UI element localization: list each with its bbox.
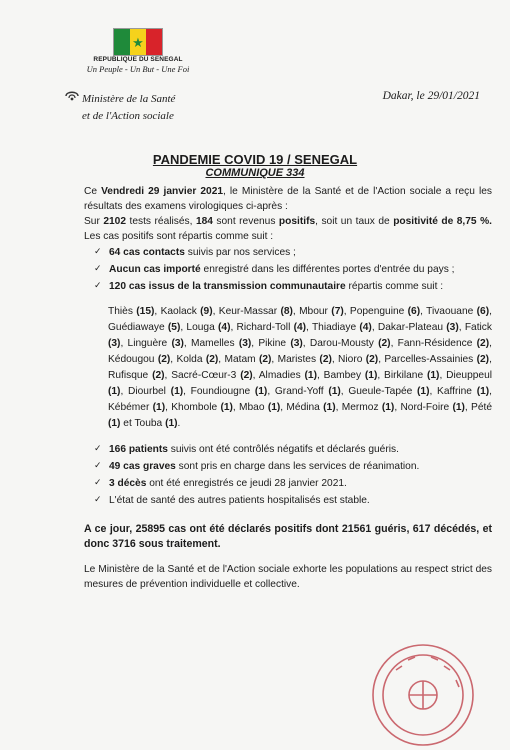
intro-day: Vendredi 29 janvier 2021 <box>101 186 224 197</box>
region-name: Kaffrine <box>437 386 472 397</box>
list-item <box>94 262 492 277</box>
region-entry <box>278 354 332 365</box>
communique-number: COMMUNIQUE 334 <box>205 167 305 179</box>
region-count: (2) <box>157 354 171 365</box>
region-name: Diourbel <box>128 386 166 397</box>
region-entry <box>186 322 230 333</box>
region-name: Maristes <box>277 354 317 365</box>
region-name: Birkilane <box>384 370 424 381</box>
region-entry <box>348 386 429 397</box>
bullet-text: L'état de santé des autres patients hospitalisés est stable. <box>109 495 370 506</box>
region-count: (1) <box>452 402 465 413</box>
bullet-text: enregistré dans les différentes portes d'entrée du pays ; <box>200 264 455 275</box>
cumulative-summary: A ce jour, 25895 cas ont été déclarés positifs dont 21561 guéris, 617 décédés, et donc 3716 sous traitement. <box>84 523 492 550</box>
region-entry <box>324 370 378 381</box>
region-name: Mamelles <box>190 338 235 349</box>
list-item <box>94 245 492 260</box>
region-name: Fann-Résidence <box>397 338 473 349</box>
intro-text: Ce <box>84 186 102 197</box>
region-count: (2) <box>240 370 253 381</box>
tests-count: 2102 <box>103 216 127 227</box>
region-count: (1) <box>426 370 440 381</box>
region-name: Richard-Toll <box>236 322 291 333</box>
region-entry <box>171 402 233 413</box>
region-entry <box>191 386 268 397</box>
region-entry <box>400 402 464 413</box>
intro-paragraph <box>84 184 492 244</box>
region-count: (4) <box>359 322 372 333</box>
region-name: Dakar-Plateau <box>377 322 444 333</box>
region-entry <box>191 338 251 349</box>
region-entry <box>350 306 420 317</box>
region-entry <box>108 354 170 365</box>
list-item <box>94 279 492 294</box>
region-count: (2) <box>319 354 332 365</box>
ministry-name <box>82 91 175 125</box>
region-entry <box>108 402 165 413</box>
region-count: (5) <box>167 322 181 333</box>
region-entry <box>161 306 213 317</box>
list-item <box>94 493 492 508</box>
region-entry <box>258 338 302 349</box>
region-name: Louga <box>186 322 215 333</box>
region-entry <box>398 338 489 349</box>
region-count: (1) <box>304 370 317 381</box>
bullet-bold: Aucun cas importé <box>109 264 201 275</box>
region-name: Thiadiaye <box>311 322 357 333</box>
region-entry <box>239 402 280 413</box>
region-name: Nioro <box>338 354 363 365</box>
region-count: (1) <box>417 386 430 397</box>
official-stamp-icon <box>368 640 478 750</box>
region-name: Touba <box>134 418 163 429</box>
region-name: Kébémer <box>108 402 150 413</box>
region-name: Keur-Massar <box>218 306 278 317</box>
region-count: (2) <box>152 370 165 381</box>
region-count: (1) <box>108 418 121 429</box>
region-count: (1) <box>152 402 166 413</box>
region-entry <box>134 418 177 429</box>
ministry-line-2: et de l'Action sociale <box>82 110 174 122</box>
bullet-text: suivis par nos services ; <box>184 247 296 258</box>
region-count: (1) <box>170 386 184 397</box>
intro-text: Les cas positifs sont répartis comme suit : <box>84 231 274 242</box>
region-count: (1) <box>328 386 341 397</box>
intro-text: sont revenus <box>212 216 279 227</box>
positivity-rate: positivité de 8,75 %. <box>393 216 492 227</box>
cases-bullet-list <box>94 245 492 294</box>
list-item <box>94 442 492 457</box>
region-name: Matam <box>224 354 256 365</box>
region-entry <box>384 370 439 381</box>
intro-text: tests réalisés, <box>126 216 196 227</box>
region-name: Mermoz <box>341 402 379 413</box>
senegal-flag-icon <box>113 28 163 56</box>
region-entry <box>224 354 271 365</box>
region-entry <box>108 306 154 317</box>
region-name: Sacré-Cœur-3 <box>171 370 237 381</box>
bullet-bold: 3 décès <box>109 478 147 489</box>
region-entry <box>128 338 184 349</box>
region-entry <box>259 370 317 381</box>
region-count: (3) <box>238 338 252 349</box>
bullet-bold: 166 patients <box>109 444 168 455</box>
closing-paragraph: Le Ministère de la Santé et de l'Action sociale exhorte les populations au respect strict des mesures de prévention individuelle et collective. <box>84 564 492 590</box>
region-count: (4) <box>293 322 307 333</box>
region-name: Kédougou <box>108 354 155 365</box>
region-entry <box>176 354 218 365</box>
intro-text: , le Ministère de la Santé et de l'Action sociale a reçu les résultats des examens virologiques ci-après : <box>84 186 492 212</box>
region-count: (1) <box>254 386 268 397</box>
region-name: Parcelles-Assainies <box>384 354 474 365</box>
bullet-text: sont pris en charge dans les services de réanimation. <box>175 461 420 472</box>
region-entry <box>384 354 489 365</box>
region-entry <box>426 306 489 317</box>
region-name: Grand-Yoff <box>274 386 324 397</box>
region-count: (6) <box>476 306 490 317</box>
communique-body <box>84 184 492 592</box>
region-entry <box>275 386 341 397</box>
region-name: Pété <box>471 402 493 413</box>
region-entry <box>338 354 378 365</box>
region-entry <box>312 322 372 333</box>
region-name: Dieuppeul <box>446 370 493 381</box>
region-entry <box>310 338 391 349</box>
region-count: (1) <box>165 418 178 429</box>
region-count: (3) <box>446 322 459 333</box>
region-entry <box>237 322 307 333</box>
region-name: Thiès <box>108 306 133 317</box>
bullet-text: répartis comme suit : <box>345 281 444 292</box>
region-entry <box>108 370 165 381</box>
region-name: Linguère <box>127 338 168 349</box>
region-entry <box>342 402 395 413</box>
region-name: Médina <box>286 402 320 413</box>
intro-text: , soit un taux de <box>315 216 394 227</box>
region-name: Tivaouane <box>426 306 474 317</box>
region-count: (2) <box>258 354 272 365</box>
region-count: (7) <box>331 306 344 317</box>
region-count: (3) <box>108 338 121 349</box>
region-count: (4) <box>218 322 231 333</box>
region-name: Rufisque <box>108 370 149 381</box>
list-item <box>94 459 492 474</box>
region-name: Mbao <box>239 402 265 413</box>
region-name: Darou-Mousty <box>309 338 374 349</box>
region-entry <box>219 306 293 317</box>
national-motto: Un Peuple - Un But - Une Foi <box>86 64 190 74</box>
region-count: (3) <box>290 338 303 349</box>
region-name: Kaolack <box>160 306 197 317</box>
regions-list: Thiès (15), Kaolack (9), Keur-Massar (8), Mbour (7), Popenguine (6), Tivaouane (6), Guédiawaye (5), Louga (4), Richard-Toll (4), Thiadiaye (4), Dakar-Plateau (3), Fatick (3), Linguère (3), Mamelles (3), Pikine (3), Darou-Mousty (2), Fann-Résidence (2), Kédougou (2), Kolda (2), Matam (2), Maristes (2), Nioro (2), Parcelles-Assainies (2), Rufisque (2), Sacré-Cœur-3 (2), Almadies (1), Bambey (1), Birkilane (1), Dieuppeul (1), Diourbel (1), Foundiougne (1), Grand-Yoff (1), Gueule-Tapée (1), Kaffrine (1), Kébémer (1), Khombole (1), Mbao (1), Médina (1), Mermoz (1), Nord-Foire (1), Pété (1) et Touba (1). <box>108 306 493 429</box>
region-name: Popenguine <box>349 306 405 317</box>
region-count: (15) <box>136 306 155 317</box>
region-count: (1) <box>220 402 233 413</box>
ministry-line-1: Ministère de la Santé <box>82 93 176 105</box>
region-name: Mbour <box>299 306 328 317</box>
region-count: (2) <box>205 354 219 365</box>
bullet-text: ont été enregistrés ce jeudi 28 janvier 2021. <box>146 478 347 489</box>
region-name: Bambey <box>323 370 362 381</box>
bullet-bold: 120 cas issus de la transmission communautaire <box>109 281 346 292</box>
bullet-bold: 49 cas graves <box>109 461 176 472</box>
region-name: Pikine <box>258 338 287 349</box>
bullet-bold: 64 cas contacts <box>109 247 185 258</box>
positive-word: positifs <box>278 216 316 227</box>
region-count: (1) <box>267 402 281 413</box>
region-name: Gueule-Tapée <box>348 386 413 397</box>
region-count: (1) <box>323 402 336 413</box>
positive-count: 184 <box>195 216 213 227</box>
bullet-text: suivis ont été contrôlés négatifs et déclarés guéris. <box>167 444 399 455</box>
region-count: (2) <box>476 338 490 349</box>
region-entry <box>171 370 252 381</box>
region-entry <box>286 402 335 413</box>
region-name: Nord-Foire <box>400 402 450 413</box>
region-entry <box>299 306 344 317</box>
region-count: (3) <box>171 338 184 349</box>
region-count: (8) <box>280 306 293 317</box>
region-name: Almadies <box>258 370 301 381</box>
region-name: Foundiougne <box>190 386 251 397</box>
region-name: Fatick <box>464 322 492 333</box>
region-entry <box>378 322 459 333</box>
region-entry <box>437 386 489 397</box>
region-count: (2) <box>476 354 490 365</box>
document-date: Dakar, le 29/01/2021 <box>382 90 480 102</box>
outcomes-bullet-list <box>94 442 492 508</box>
region-entry <box>108 322 180 333</box>
region-count: (1) <box>476 386 490 397</box>
region-conjunction: et <box>123 418 132 429</box>
page-title: PANDEMIE COVID 19 / SENEGAL <box>152 152 358 167</box>
list-item <box>94 476 492 491</box>
region-count: (1) <box>364 370 378 381</box>
region-count: (9) <box>200 306 213 317</box>
region-count: (1) <box>381 402 395 413</box>
region-entry <box>128 386 183 397</box>
intro-text: Sur <box>84 216 104 227</box>
region-count: (1) <box>108 386 121 397</box>
region-count: (6) <box>407 306 421 317</box>
region-name: Kolda <box>176 354 203 365</box>
flag-star-icon: ★ <box>132 34 144 50</box>
ministry-logo-icon <box>64 88 80 102</box>
region-count: (2) <box>365 354 379 365</box>
republic-name: REPUBLIQUE DU SENEGAL <box>93 56 183 63</box>
region-name: Guédiawaye <box>108 322 165 333</box>
region-name: Khombole <box>171 402 218 413</box>
region-count: (2) <box>378 338 391 349</box>
